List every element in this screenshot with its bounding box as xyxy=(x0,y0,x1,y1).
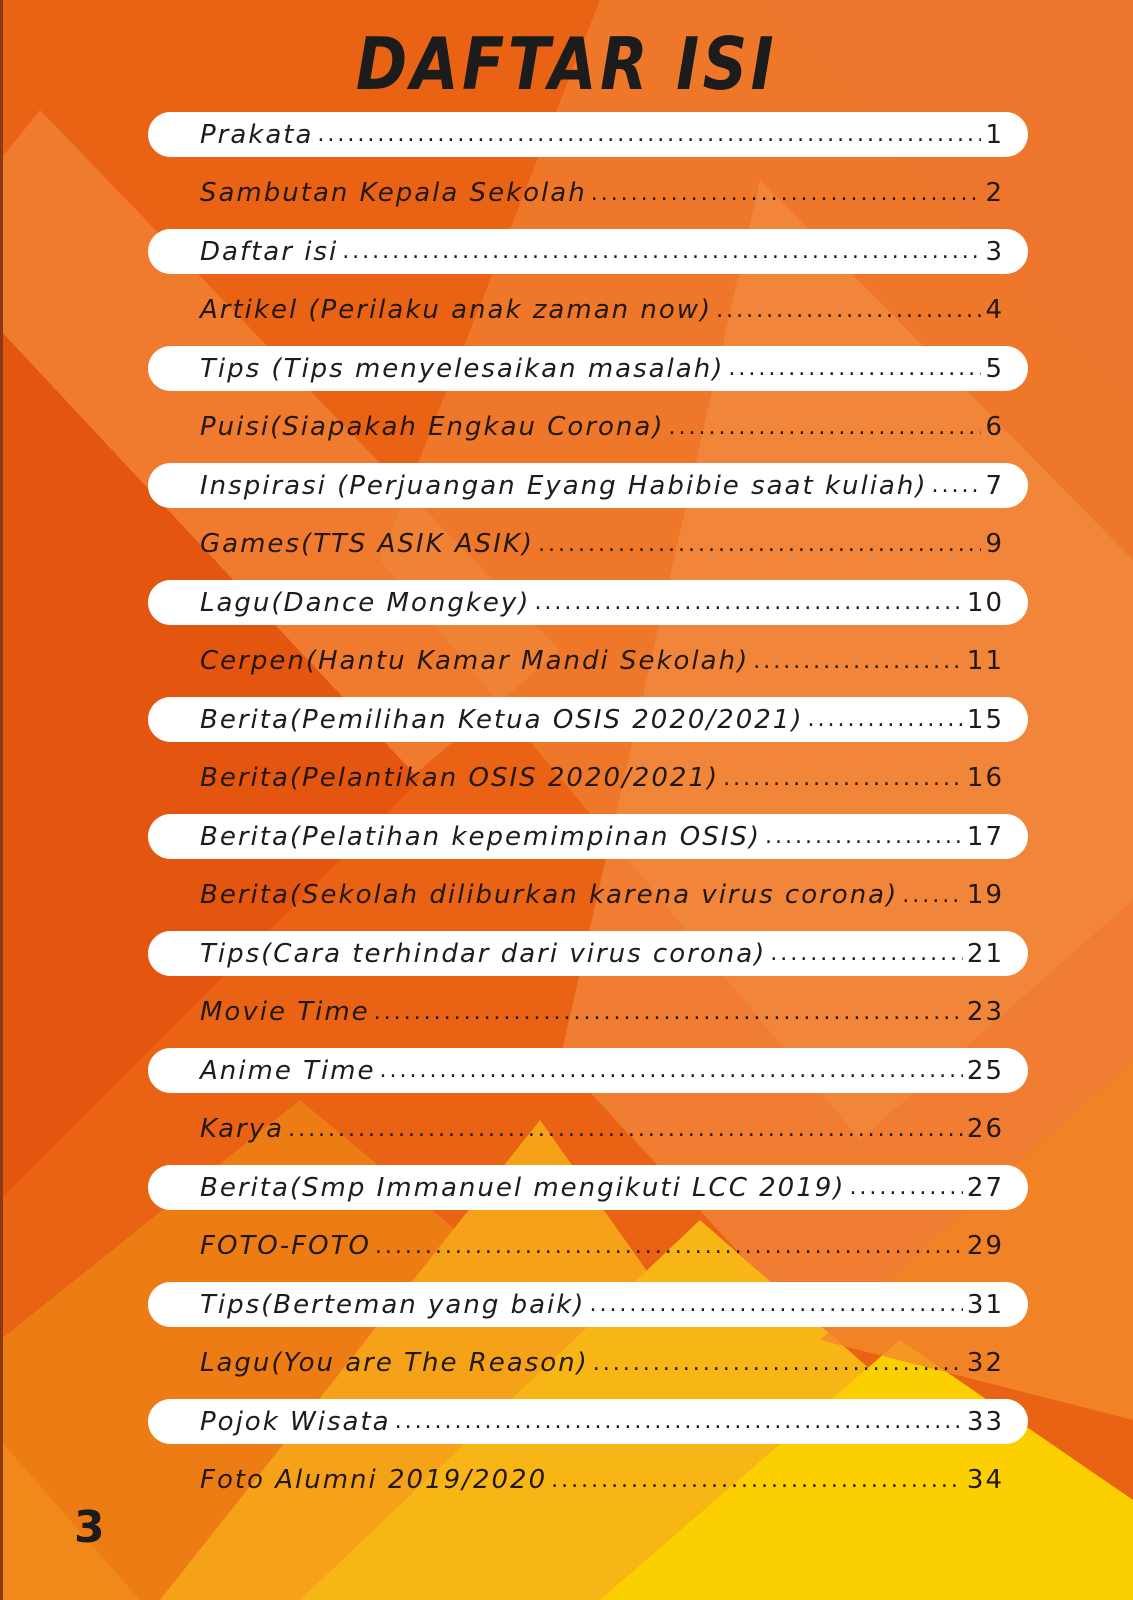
toc-entry-page: 27 xyxy=(966,1172,1004,1203)
toc-entry-page: 26 xyxy=(966,1114,1004,1144)
dot-leader xyxy=(538,532,981,557)
table-of-contents xyxy=(148,112,1028,1516)
dot-leader xyxy=(593,1351,963,1376)
dot-leader xyxy=(723,766,963,791)
toc-entry-title: Puisi(Siapakah Engkau Corona) xyxy=(200,412,665,442)
toc-entry-title: Foto Alumni 2019/2020 xyxy=(200,1465,548,1495)
toc-entry-title: Berita(Pelatihan kepemimpinan OSIS) xyxy=(200,821,762,852)
toc-entry xyxy=(148,171,1028,216)
toc-entry xyxy=(148,1399,1028,1444)
toc-entry xyxy=(148,697,1028,742)
toc-entry-title: Movie Time xyxy=(200,997,370,1027)
toc-entry xyxy=(148,990,1028,1035)
page-title: DAFTAR ISI xyxy=(355,22,778,106)
toc-entry-page: 25 xyxy=(966,1055,1004,1086)
toc-entry-page: 33 xyxy=(966,1406,1004,1437)
toc-entry-title: Berita(Smp Immanuel mengikuti LCC 2019) xyxy=(200,1172,846,1203)
dot-leader xyxy=(765,824,963,849)
toc-entry xyxy=(148,346,1028,391)
toc-entry-page: 21 xyxy=(966,938,1004,969)
toc-entry-page: 6 xyxy=(985,412,1004,442)
toc-entry-page: 31 xyxy=(966,1289,1004,1320)
dot-leader xyxy=(375,1234,963,1259)
toc-entry-title: Tips(Berteman yang baik) xyxy=(200,1289,586,1320)
toc-entry xyxy=(148,639,1028,684)
dot-leader xyxy=(342,239,981,264)
dot-leader xyxy=(551,1468,963,1493)
toc-entry-title: Berita(Sekolah diliburkan karena virus corona) xyxy=(200,880,899,910)
dot-leader xyxy=(374,1000,963,1025)
toc-entry-page: 3 xyxy=(985,236,1004,267)
toc-entry xyxy=(148,405,1028,450)
toc-entry-page: 19 xyxy=(966,880,1004,910)
toc-entry xyxy=(148,756,1028,801)
toc-entry-page: 5 xyxy=(985,353,1004,384)
toc-entry xyxy=(148,463,1028,508)
toc-entry xyxy=(148,814,1028,859)
toc-entry-title: Prakata xyxy=(200,119,314,150)
toc-entry xyxy=(148,873,1028,918)
dot-leader xyxy=(288,1117,963,1142)
dot-leader xyxy=(591,181,982,206)
dot-leader xyxy=(902,883,963,908)
toc-entry-title: Lagu(You are The Reason) xyxy=(200,1348,589,1378)
toc-entry xyxy=(148,1107,1028,1152)
toc-entry-title: Tips(Cara terhindar dari virus corona) xyxy=(200,938,767,969)
toc-entry-title: Berita(Pelantikan OSIS 2020/2021) xyxy=(200,763,720,793)
dot-leader xyxy=(317,122,981,147)
toc-entry-title: FOTO-FOTO xyxy=(200,1231,371,1261)
toc-entry-page: 9 xyxy=(985,529,1004,559)
dot-leader xyxy=(770,941,963,966)
toc-entry-title: Lagu(Dance Mongkey) xyxy=(200,587,531,618)
dot-leader xyxy=(753,649,963,674)
toc-entry-page: 23 xyxy=(966,997,1004,1027)
toc-entry xyxy=(148,112,1028,157)
toc-entry xyxy=(148,288,1028,333)
toc-entry-title: Tips (Tips menyelesaikan masalah) xyxy=(200,353,725,384)
dot-leader xyxy=(931,473,981,498)
dot-leader xyxy=(807,707,962,732)
toc-entry-title: Cerpen(Hantu Kamar Mandi Sekolah) xyxy=(200,646,750,676)
toc-entry-title: Artikel (Perilaku anak zaman now) xyxy=(200,295,713,325)
dot-leader xyxy=(668,415,981,440)
page-number: 3 xyxy=(74,1502,105,1553)
toc-entry xyxy=(148,522,1028,567)
toc-entry-page: 2 xyxy=(985,178,1004,208)
toc-entry xyxy=(148,1165,1028,1210)
toc-entry-page: 4 xyxy=(985,295,1004,325)
toc-entry xyxy=(148,931,1028,976)
toc-entry xyxy=(148,580,1028,625)
dot-leader xyxy=(849,1175,962,1200)
toc-entry-title: Anime Time xyxy=(200,1055,376,1086)
toc-entry xyxy=(148,1048,1028,1093)
toc-entry xyxy=(148,1341,1028,1386)
toc-entry-title: Games(TTS ASIK ASIK) xyxy=(200,529,535,559)
toc-entry-page: 32 xyxy=(966,1348,1004,1378)
toc-entry xyxy=(148,1282,1028,1327)
toc-entry-page: 10 xyxy=(966,587,1004,618)
toc-entry-page: 34 xyxy=(966,1465,1004,1495)
toc-entry xyxy=(148,1458,1028,1503)
toc-entry-page: 1 xyxy=(985,119,1004,150)
toc-entry-title: Daftar isi xyxy=(200,236,339,267)
dot-leader xyxy=(534,590,962,615)
dot-leader xyxy=(380,1058,963,1083)
toc-entry xyxy=(148,229,1028,274)
toc-entry-page: 15 xyxy=(966,704,1004,735)
toc-entry-title: Sambutan Kepala Sekolah xyxy=(200,178,587,208)
toc-entry-title: Karya xyxy=(200,1114,285,1144)
toc-entry-title: Inspirasi (Perjuangan Eyang Habibie saat kuliah) xyxy=(200,470,928,501)
toc-entry-page: 11 xyxy=(966,646,1004,676)
toc-entry-page: 17 xyxy=(966,821,1004,852)
toc-entry-title: Berita(Pemilihan Ketua OSIS 2020/2021) xyxy=(200,704,804,735)
toc-entry-page: 29 xyxy=(966,1231,1004,1261)
toc-entry-page: 7 xyxy=(985,470,1004,501)
dot-leader xyxy=(716,298,981,323)
toc-entry-title: Pojok Wisata xyxy=(200,1406,391,1437)
dot-leader xyxy=(728,356,981,381)
dot-leader xyxy=(395,1409,963,1434)
toc-entry xyxy=(148,1224,1028,1269)
toc-entry-page: 16 xyxy=(966,763,1004,793)
dot-leader xyxy=(589,1292,962,1317)
